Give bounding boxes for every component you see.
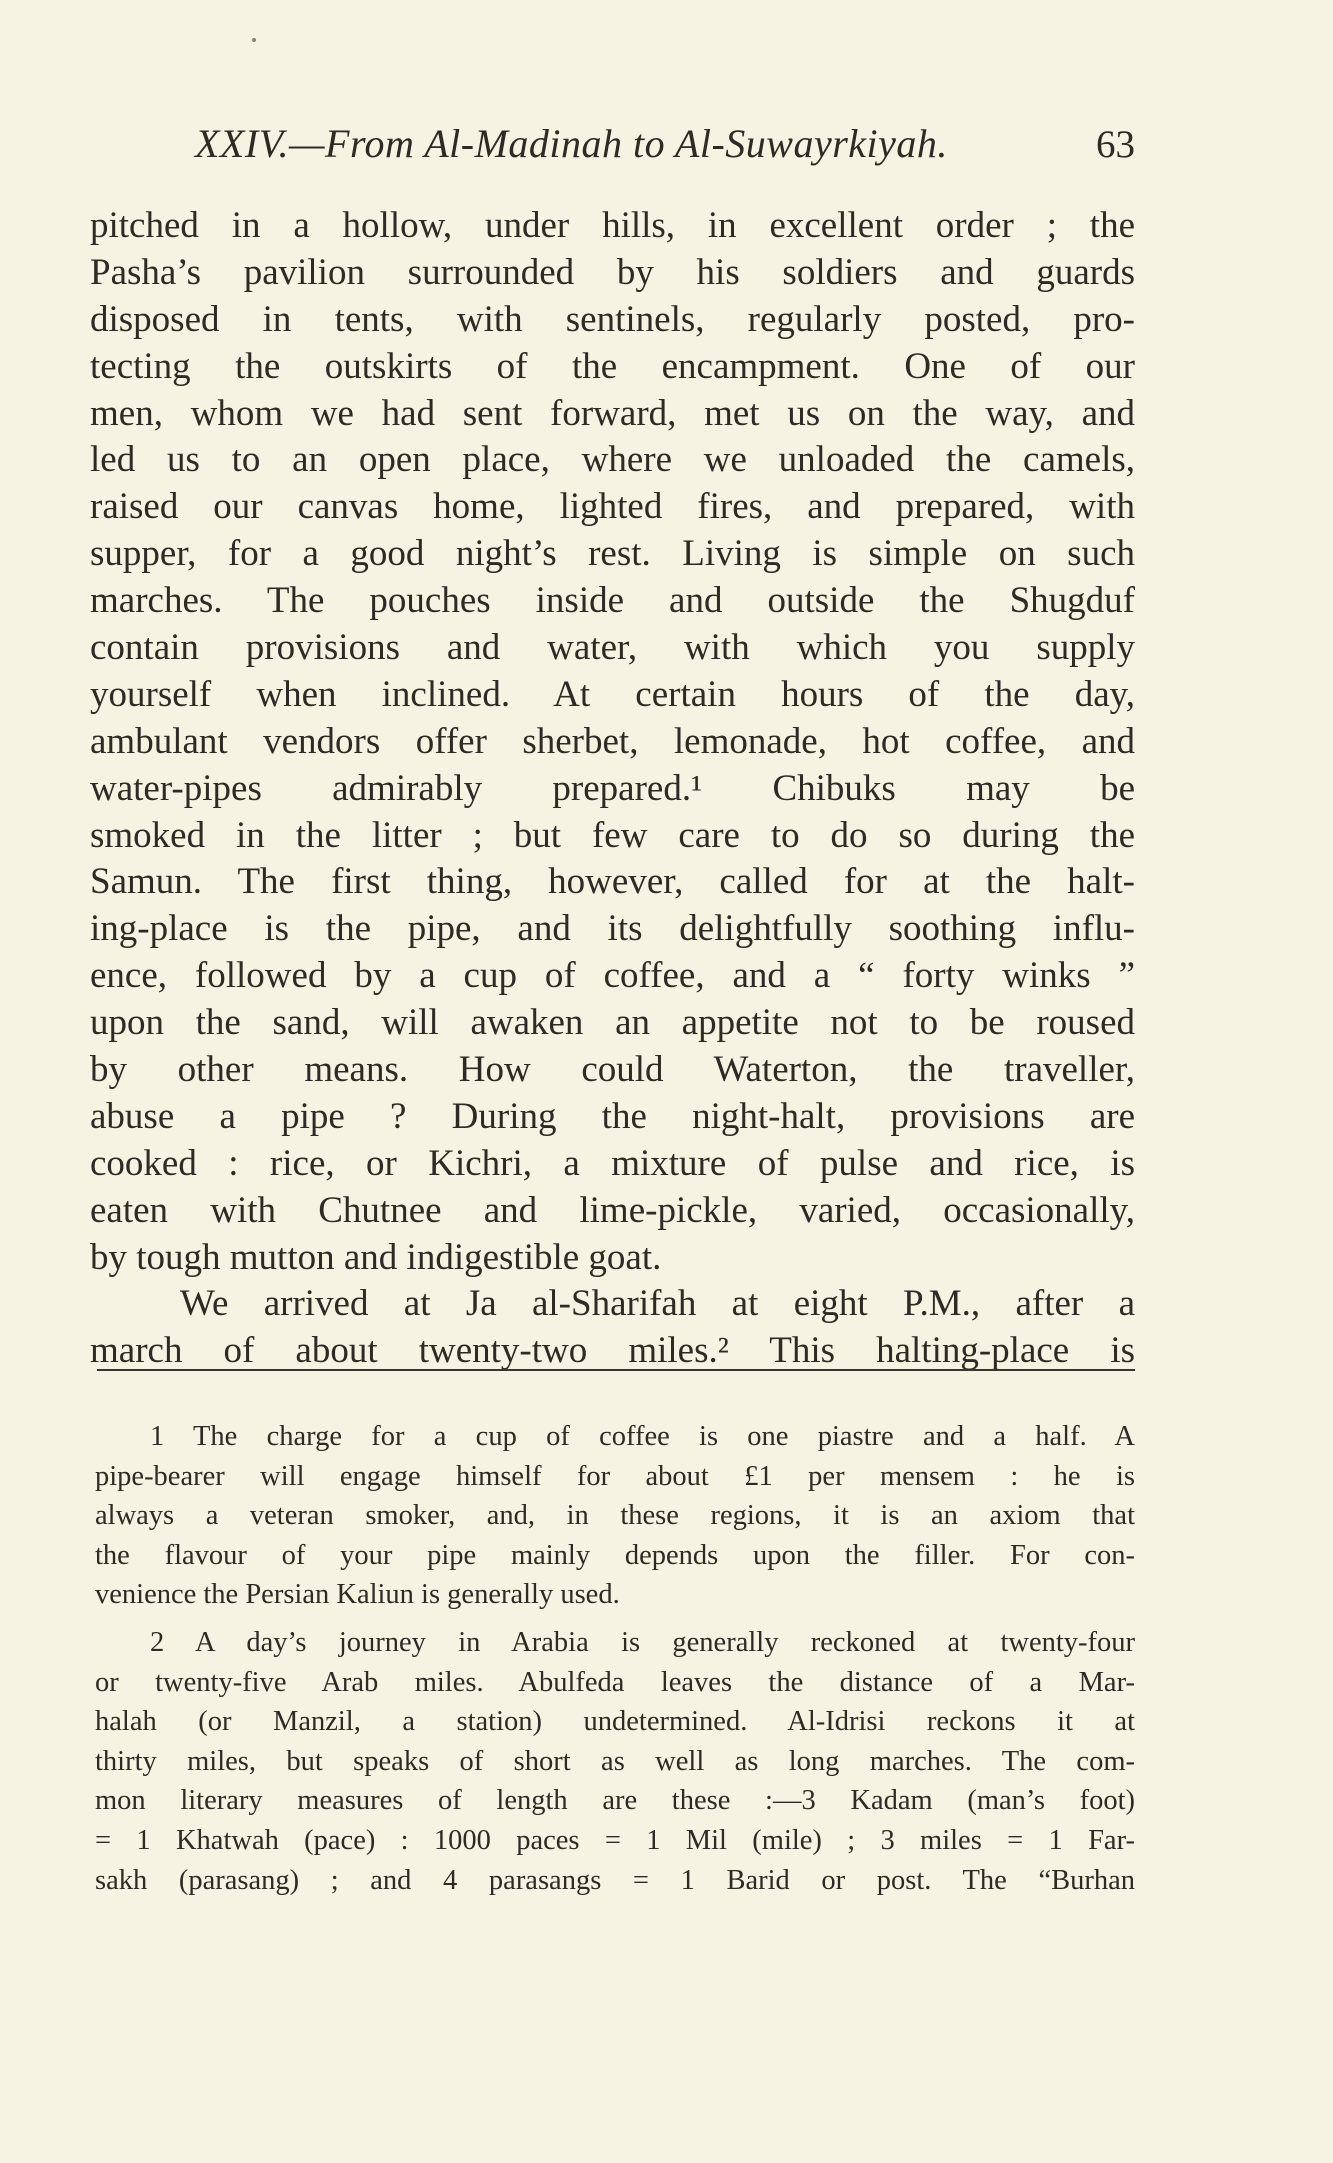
running-title: XXIV.—From Al-Madinah to Al-Suwayrkiyah. xyxy=(195,121,948,166)
body-line: eaten with Chutnee and lime-pickle, varied, occasionally, xyxy=(90,1189,1135,1231)
body-line: abuse a pipe ? During the night-halt, provisions are xyxy=(90,1095,1135,1137)
body-line: tecting the outskirts of the encampment. One of our xyxy=(90,345,1135,387)
body-line: ence, followed by a cup of coffee, and a “ forty winks ” xyxy=(90,955,1135,997)
body-line: supper, for a good night’s rest. Living is simple on such xyxy=(90,533,1135,575)
body-line: upon the sand, will awaken an appetite not to be roused xyxy=(90,1002,1135,1044)
footnote-line: thirty miles, but speaks of short as well as long marches. The com- xyxy=(95,1745,1135,1777)
footnote-line: venience the Persian Kaliun is generally used. xyxy=(95,1579,620,1611)
body-line: men, whom we had sent forward, met us on the way, and xyxy=(90,392,1135,434)
body-line: water-pipes admirably prepared.¹ Chibuks may be xyxy=(90,767,1135,809)
footnote-rule xyxy=(97,1369,1135,1371)
footnote-line: always a veteran smoker, and, in these regions, it is an axiom that xyxy=(95,1500,1135,1532)
body-line: by other means. How could Waterton, the traveller, xyxy=(90,1049,1135,1091)
footnotes xyxy=(95,1417,1135,1900)
body-line: smoked in the litter ; but few care to do so during the xyxy=(90,814,1135,856)
body-text xyxy=(90,203,1135,1375)
running-header xyxy=(195,120,1135,180)
body-line: march of about twenty-two miles.² This halting-place is xyxy=(90,1330,1135,1372)
footnote-line: halah (or Manzil, a station) undetermined. Al-Idrisi reckons it at xyxy=(95,1706,1135,1738)
footnote-line: 1 The charge for a cup of coffee is one piastre and a half. A xyxy=(150,1421,1135,1452)
body-line: raised our canvas home, lighted fires, and prepared, with xyxy=(90,486,1135,528)
footnote-line: mon literary measures of length are these :—3 Kadam (man’s foot) xyxy=(95,1785,1135,1817)
body-line: disposed in tents, with sentinels, regularly posted, pro- xyxy=(90,298,1135,340)
body-line: marches. The pouches inside and outside the Shugduf xyxy=(90,580,1135,622)
body-line: ing-place is the pipe, and its delightfully soothing influ- xyxy=(90,908,1135,950)
footnote-line: or twenty-five Arab miles. Abulfeda leaves the distance of a Mar- xyxy=(95,1666,1135,1698)
footnote-1 xyxy=(95,1417,1135,1615)
body-line: pitched in a hollow, under hills, in excellent order ; the xyxy=(90,205,1135,246)
body-line: yourself when inclined. At certain hours of the day, xyxy=(90,673,1135,715)
body-line: cooked : rice, or Kichri, a mixture of pulse and rice, is xyxy=(90,1142,1135,1184)
footnote-line: 2 A day’s journey in Arabia is generally reckoned at twenty-four xyxy=(150,1626,1135,1658)
paragraph-end-line: by tough mutton and indigestible goat. xyxy=(90,1236,662,1278)
body-line: ambulant vendors offer sherbet, lemonade, hot coffee, and xyxy=(90,720,1135,762)
body-line: Samun. The first thing, however, called for at the halt- xyxy=(90,861,1135,903)
footnote-line: sakh (parasang) ; and 4 parasangs = 1 Barid or post. The “Burhan xyxy=(95,1864,1135,1896)
paragraph-start-line: We arrived at Ja al-Sharifah at eight P.M., after a xyxy=(180,1283,1135,1325)
footnote-line: pipe-bearer will engage himself for about £1 per mensem : he is xyxy=(95,1460,1135,1492)
footnote-2 xyxy=(95,1623,1135,1900)
body-line: led us to an open place, where we unloaded the camels, xyxy=(90,439,1135,481)
footnote-gap xyxy=(95,1615,1135,1623)
body-line: contain provisions and water, with which you supply xyxy=(90,627,1135,669)
footnote-line: = 1 Khatwah (pace) : 1000 paces = 1 Mil (mile) ; 3 miles = 1 Far- xyxy=(95,1824,1135,1856)
paper-speck xyxy=(252,38,256,42)
footnote-line: the flavour of your pipe mainly depends upon the filler. For con- xyxy=(95,1539,1135,1571)
page-number: 63 xyxy=(1096,123,1135,166)
body-line: Pasha’s pavilion surrounded by his soldiers and guards xyxy=(90,251,1135,293)
